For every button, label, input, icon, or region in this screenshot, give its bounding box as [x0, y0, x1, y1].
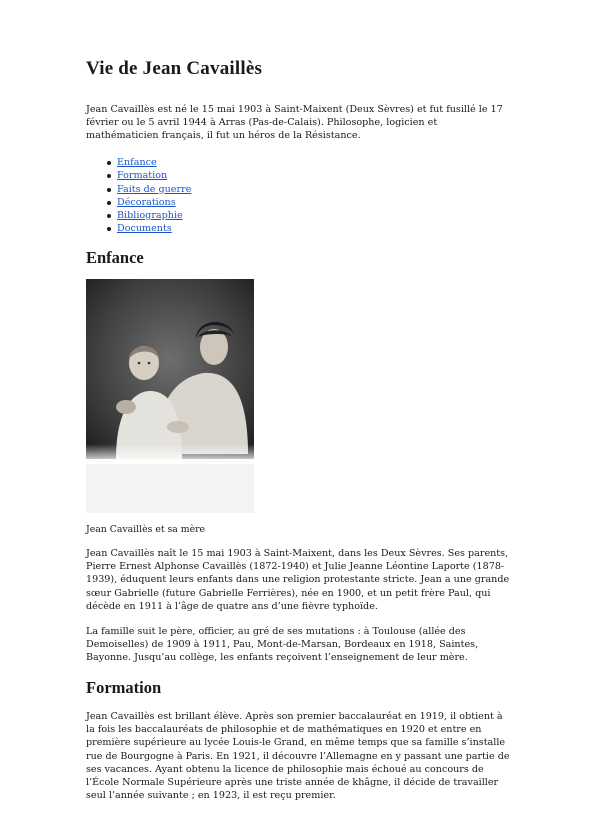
enfance-paragraph-1: Jean Cavaillès naît le 15 mai 1903 à Saint-Maixent, dans les Deux Sèvres. Ses parents, Pierre Ernest Alphonse Cavaillès (1872-1940) et Julie Jeanne Léontine Laporte (1878-1939), éduquent leurs enfants dans une religion protestante stricte. Jean a une grande sœur Gabrielle (future Gabrielle Ferrières), née en 1900, et un petit frère Paul, qui décède en 1911 à l’âge de quatre ans d’une fièvre typhoïde.: [86, 548, 510, 612]
page-title: Vie de Jean Cavaillès: [86, 58, 263, 79]
toc-item-documents: [117, 222, 191, 235]
photo-jean-cavailles-and-mother: [86, 279, 254, 513]
toc-link-documents[interactable]: Documents: [117, 223, 172, 235]
toc-item-enfance: [117, 156, 191, 169]
section-heading-formation: Formation: [86, 678, 162, 697]
toc-link-decorations[interactable]: Décorations: [117, 196, 176, 208]
table-of-contents: [117, 156, 191, 236]
toc-item-formation: [117, 169, 191, 182]
toc-item-faits-de-guerre: [117, 183, 191, 196]
toc-link-faits-de-guerre[interactable]: Faits de guerre: [117, 183, 192, 195]
intro-paragraph: Jean Cavaillès est né le 15 mai 1903 à Saint-Maixent (Deux Sèvres) et fut fusillé le 17 février ou le 5 avril 1944 à Arras (Pas-de-Calais). Philosophe, logicien et mathématicien français, il fut un héros de la Résistance.: [86, 104, 503, 142]
toc-link-enfance[interactable]: Enfance: [117, 157, 157, 168]
toc-link-formation[interactable]: Formation: [117, 170, 168, 182]
toc-link-bibliographie[interactable]: Bibliographie: [117, 210, 183, 222]
photo-caption: Jean Cavaillès et sa mère: [86, 524, 206, 535]
section-heading-enfance: Enfance: [86, 248, 144, 267]
toc-item-bibliographie: [117, 209, 191, 222]
enfance-paragraph-2: La famille suit le père, officier, au gré de ses mutations : à Toulouse (allée des Demoiselles) de 1909 à 1911, Pau, Mont-de-Marsan, Bordeaux en 1918, Saintes, Bayonne. Jusqu’au collège, les enfants reçoivent l’enseignement de leur mère.: [86, 626, 479, 664]
photo-image: [86, 279, 254, 513]
formation-paragraph-1: Jean Cavaillès est brillant élève. Après son premier baccalauréat en 1919, il obtient à la fois les baccalauréats de philosophie et de mathématiques en 1920 et entre en première supérieure au lycée Louis-le Grand, en même temps que sa famille s’installe rue de Bourgogne à Paris. En 1921, il découvre l’Allemagne en y passant une partie de ses vacances. Ayant obtenu la licence de philosophie mais échoué au concours de l’École Normale Supérieure après une triste année de khâgne, il décide de travailler seul l’année suivante ; en 1923, il est reçu premier.: [86, 711, 510, 802]
toc-item-decorations: [117, 196, 191, 209]
